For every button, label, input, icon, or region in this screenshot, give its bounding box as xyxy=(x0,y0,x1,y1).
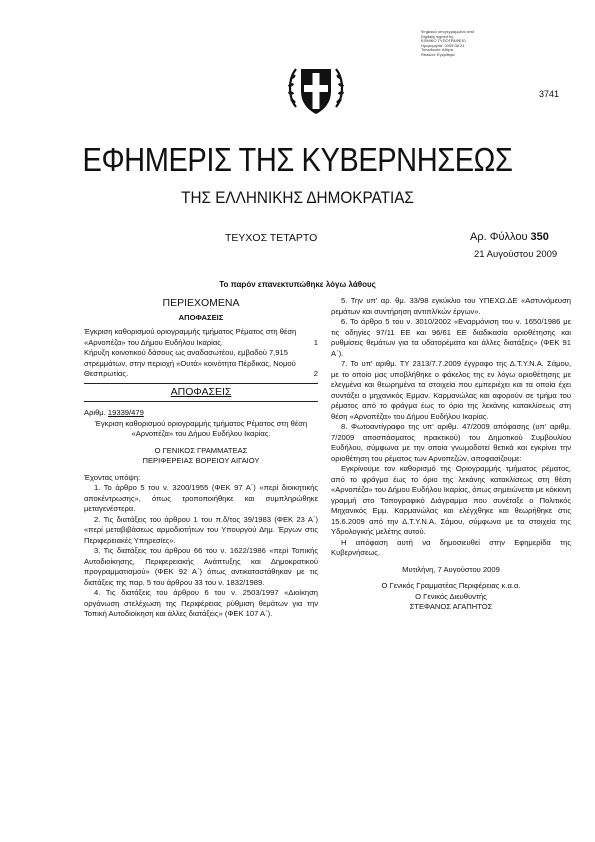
decision-title: Έγκριση καθορισμού οριογραμμής τμήματος Ρέματος στη θέση «Αρνοπέζα» του Δήμου Ευδήλου Ικαρίας. xyxy=(94,418,308,438)
signer-role: Ο Γενικός Διευθυντής xyxy=(415,591,487,601)
consideration-point: 7. Το υπ' αριθμ. ΤΥ 2313/7.7.2009 έγγραφο της Δ.Τ.Υ.Ν.Α. Σάμου, με το οποίο μας υποβλήθηκε ο φάκελος της εν λόγω οριοθέτησης με ελεγμένα και θεωρημένα τα στοιχεία που εμπεριέχει και τα οποία έχει συντάξει ο μηχανικός Εμμαν. Καρμανώλας και αφορούν σε τμήμα του ρέματος από το φράγμα έως το όριο της λεκάνης κατακλίσεως στη θέση «Αρνοπέζα» του Δήμου Ευδήλου Ικαρίας. xyxy=(331,359,571,421)
issue-number-value: 350 xyxy=(530,231,549,243)
consideration-point: 1. Το άρθρο 5 του ν. 3200/1955 (ΦΕΚ 97 Α΄) «περί διοικητικής αποκέντρωσης», όπως τροποποιήθηκε και συμπληρώθηκε μεταγενέστερα. xyxy=(84,483,318,513)
consideration-point: 2. Τις διατάξεις του άρθρου 1 του π.δ/τος 39/1983 (ΦΕΚ 23 Α΄) «περί μεταβιβάσεως αρμοδιοτήτων του Υπουργού Δημ. Έργων στις Περιφερειακές Υπηρεσίες». xyxy=(84,514,318,545)
toc-item xyxy=(84,327,318,348)
contents-section: ΑΠΟΦΑΣΕΙΣ xyxy=(178,312,224,322)
stamp-line: ΕΘΝΙΚΟ ΤΥΠΟΓΡΑΦΕΙΟ xyxy=(421,39,466,44)
consideration-point: 3. Τις διατάξεις του άρθρου 66 του ν. 1622/1986 «περί Τοπικής Αυτοδιοίκησης, Περιφερειακής Ανάπτυξης και Δημοκρατικού προγραμματισμού» (ΦΕΚ 92 Α΄) όπως αντικαταστάθηκαν με τις διατάξεις της παρ. 5 του άρθρου 33 του ν. 1832/1989. xyxy=(84,546,318,587)
issue-number-label: Αρ. Φύλλου xyxy=(470,231,528,243)
considering-label: Έχοντας υπόψη: xyxy=(84,472,141,482)
digital-signature-stamp xyxy=(421,30,511,58)
issue-series: ΤΕΥΧΟΣ ΤΕΤΑΡΤΟ xyxy=(225,232,318,244)
consideration-point: 6. Το άρθρο 5 του ν. 3010/2002 «Εναρμόνιση του ν. 1650/1986 με τις οδηγίες 97/11 ΕΕ και 96/61 ΕΕ διαδικασία οριοθέτησης και ρυθμίσεις θεμάτων για τα υδατορέματα και άλλες διατάξεις» (ΦΕΚ 91 Α΄). xyxy=(331,317,571,358)
stamp-line: Ημερομηνία: 2009.08.21 xyxy=(421,43,465,48)
decisions-heading: ΑΠΟΦΑΣΕΙΣ xyxy=(170,385,232,398)
right-column xyxy=(331,296,571,613)
stamp-line: Ψηφιακά υπογεγραμμένο από xyxy=(421,30,475,34)
gazette-subtitle: ΤΗΣ ΕΛΛΗΝΙΚΗΣ ΔΗΜΟΚΡΑΤΙΑΣ xyxy=(181,188,414,207)
decision-ref-number: 19339/479 xyxy=(107,408,144,417)
consideration-point: 8. Φωτοαντίγραφο της υπ' αριθμ. 47/2009 απόφασης (υπ' αριθμ. 7/2009 αποσπάσματος πρακτικού) του Δημοτικού Συμβουλίου Ευδήλου, σύμφωνα με την οποία γνωμοδοτεί θετικά και εγκρίνει την οριοθέτηση του ρέματος των Αρνοπεζών, αποφασίζουμε: xyxy=(331,422,571,463)
place-date: Μυτιλήνη, 7 Αυγούστου 2009 xyxy=(402,564,500,574)
signer-name: ΣΤΕΦΑΝΟΣ ΑΓΑΠΗΤΟΣ xyxy=(409,602,493,611)
toc-item-page: 2 xyxy=(313,369,318,378)
publication-paragraph: Η απόφαση αυτή να δημοσιευθεί στην Εφημερίδα της Κυβερνήσεως. xyxy=(331,537,571,557)
issue-date: 21 Αυγούστου 2009 xyxy=(474,249,558,260)
contents-heading: ΠΕΡΙΕΧΟΜΕΝΑ xyxy=(162,297,240,309)
consideration-point: 5. Την υπ' αρ. θμ. 33/98 εγκύκλιο του ΥΠΕΧΩ.ΔΕ «Αστυνόμευση ρεμάτων και συντήρηση αντιπλ/κών έργων». xyxy=(331,296,571,316)
decision-reference xyxy=(84,408,318,419)
toc-item-page: 1 xyxy=(313,337,318,347)
page-number: 3741 xyxy=(539,89,560,99)
stamp-line: Digitally signed by xyxy=(421,34,454,39)
gazette-title: ΕΦΗΜΕΡΙΣ ΤΗΣ ΚΥΒΕΡΝΗΣΕΩΣ xyxy=(82,141,513,178)
signer-title: Ο Γενικός Γραμματέας Περιφέρειας κ.α.α. xyxy=(381,581,521,590)
authority-line: ΠΕΡΙΦΕΡΕΙΑΣ ΒΟΡΕΙΟΥ ΑΙΓΑΙΟΥ xyxy=(142,456,260,465)
decision-ref-label: Αριθμ. xyxy=(84,408,106,417)
toc-item xyxy=(84,348,318,380)
approval-paragraph: Εγκρίνουμε τον καθορισμό της Οριογραμμής τμήματος ρέματος, από το φράγμα έως το όριο της λεκάνης κατακλίσεως στη θέση «Αρνοπέζα» του Δήμου Ευδήλου Ικαρίας, όπως σημειώνεται με κόκκινη γραμμή στο Τοπογραφικό Διάγραμμα που συνέταξε ο Πολιτικός Μηχανικός Εμμ. Καρμανώλας και ελέγχθηκε και θεωρήθηκε στις 15.6.2009 από την Δ.Τ.Υ.Ν.Α. Σάμου, σύμφωνα με τα στοιχεία της Υδρολογικής μελέτης αυτού. xyxy=(331,464,571,536)
left-column xyxy=(84,296,318,620)
toc-item-text: Κήρυξη κοινοτικού δάσους ως αναδασωτέου, εμβαδού 7,915 στρεμμάτων, στην περιοχή «Ουτά» κοινότητα Πέρδικας, Νομού Θεσπρωτίας. xyxy=(84,348,296,378)
consideration-point: 4. Τις διατάξεις του άρθρου 6 του ν. 2503/1997 «Διοίκηση οργάνωση στελέχωση της Περιφέρειας ρύθμιση θεμάτων για την Τοπική Αυτοδιοίκηση και άλλες διατάξεις» (ΦΕΚ 107 Α΄). xyxy=(84,588,318,618)
authority-line: Ο ΓΕΝΙΚΟΣ ΓΡΑΜΜΑΤΕΑΣ xyxy=(154,445,248,455)
greek-coat-of-arms-icon xyxy=(284,57,348,121)
issue-number xyxy=(470,231,549,243)
toc-item-text: Έγκριση καθορισμού οριογραμμής τμήματος Ρέματος στη θέση «Αρνοπέζα» του Δήμου Ευδήλου Ικαρίας. xyxy=(84,327,297,347)
reprint-note: Το παρόν επανεκτυπώθηκε λόγω λάθους xyxy=(219,280,376,289)
stamp-line: Reason: Εγκρίθηκε xyxy=(421,52,456,57)
divider xyxy=(84,401,318,402)
divider xyxy=(84,383,318,384)
stamp-line: Τοποθεσία: Αθήνα xyxy=(421,48,454,53)
